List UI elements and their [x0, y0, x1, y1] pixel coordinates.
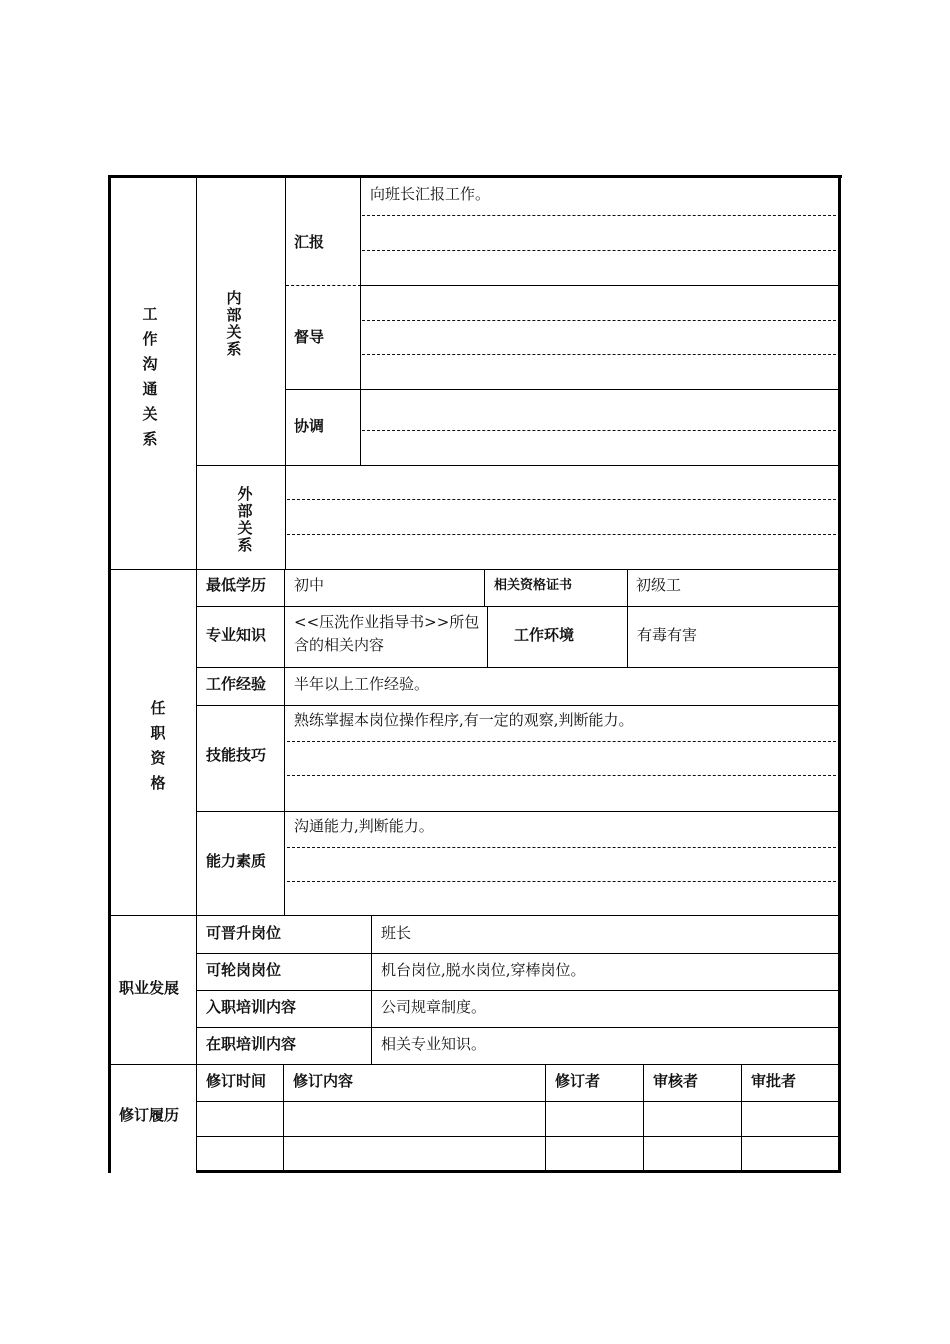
stacked-char: 资 — [150, 749, 166, 767]
stacked-char: 系 — [226, 340, 242, 358]
onboard-training-value: 公司规章制度。 — [381, 998, 487, 1016]
stacked-char: 职 — [150, 724, 166, 742]
internal-relations-title-text — [224, 290, 244, 358]
stacked-char: 部 — [237, 502, 253, 520]
inservice-training-label: 在职培训内容 — [206, 1035, 297, 1053]
report-label: 汇报 — [294, 233, 325, 251]
stacked-char: 格 — [150, 774, 166, 792]
stacked-char: 系 — [142, 430, 158, 448]
stacked-char: 部 — [226, 306, 242, 324]
career-title: 职业发展 — [119, 979, 180, 997]
ability-label: 能力素质 — [206, 852, 267, 870]
knowledge-label: 专业知识 — [206, 626, 267, 644]
stacked-char: 关 — [142, 405, 158, 423]
stacked-char: 沟 — [142, 355, 158, 373]
revision-col-content: 修订内容 — [293, 1072, 354, 1090]
revision-col-reviser: 修订者 — [555, 1072, 601, 1090]
stacked-char: 关 — [237, 519, 253, 537]
skills-label: 技能技巧 — [206, 746, 267, 764]
skills-value: 熟练掌握本岗位操作程序,有一定的观察,判断能力。 — [294, 711, 634, 729]
education-label: 最低学历 — [206, 576, 267, 594]
stacked-char: 内 — [226, 289, 242, 307]
qualification-title — [148, 696, 168, 796]
inservice-training-value: 相关专业知识。 — [381, 1035, 487, 1053]
revision-title: 修订履历 — [119, 1106, 180, 1124]
revision-col-approver: 审批者 — [751, 1072, 797, 1090]
supervise-label: 督导 — [294, 328, 325, 346]
internal-relations-title — [224, 290, 244, 358]
promote-value: 班长 — [381, 924, 412, 942]
knowledge-value: <<压洗作业指导书>>所包含的相关内容 — [294, 613, 480, 654]
experience-label: 工作经验 — [206, 675, 267, 693]
revision-col-checker: 审核者 — [653, 1072, 699, 1090]
stacked-char: 通 — [142, 380, 158, 398]
report-text: 向班长汇报工作。 — [370, 185, 491, 203]
experience-value: 半年以上工作经验。 — [294, 675, 430, 693]
ability-value: 沟通能力,判断能力。 — [294, 817, 434, 835]
stacked-char: 外 — [237, 485, 253, 503]
external-relations-title — [235, 486, 255, 554]
promote-label: 可晋升岗位 — [206, 924, 282, 942]
environment-label: 工作环境 — [514, 626, 575, 644]
stacked-char: 关 — [226, 323, 242, 341]
onboard-training-label: 入职培训内容 — [206, 998, 297, 1016]
certificate-value: 初级工 — [636, 576, 682, 594]
stacked-char: 作 — [142, 330, 158, 348]
stacked-char: 任 — [150, 699, 166, 717]
rotate-label: 可轮岗岗位 — [206, 961, 282, 979]
external-relations-title-text — [235, 486, 255, 554]
stacked-char: 系 — [237, 536, 253, 554]
communication-title-text — [140, 302, 160, 452]
stacked-char: 工 — [142, 305, 158, 323]
revision-col-time: 修订时间 — [206, 1072, 267, 1090]
communication-title — [140, 302, 160, 452]
environment-value: 有毒有害 — [637, 626, 698, 644]
education-value: 初中 — [294, 576, 325, 594]
rotate-value: 机台岗位,脱水岗位,穿棒岗位。 — [381, 961, 586, 979]
coordinate-label: 协调 — [294, 417, 325, 435]
qualification-title-text — [148, 696, 168, 796]
certificate-label: 相关资格证书 — [494, 578, 573, 593]
